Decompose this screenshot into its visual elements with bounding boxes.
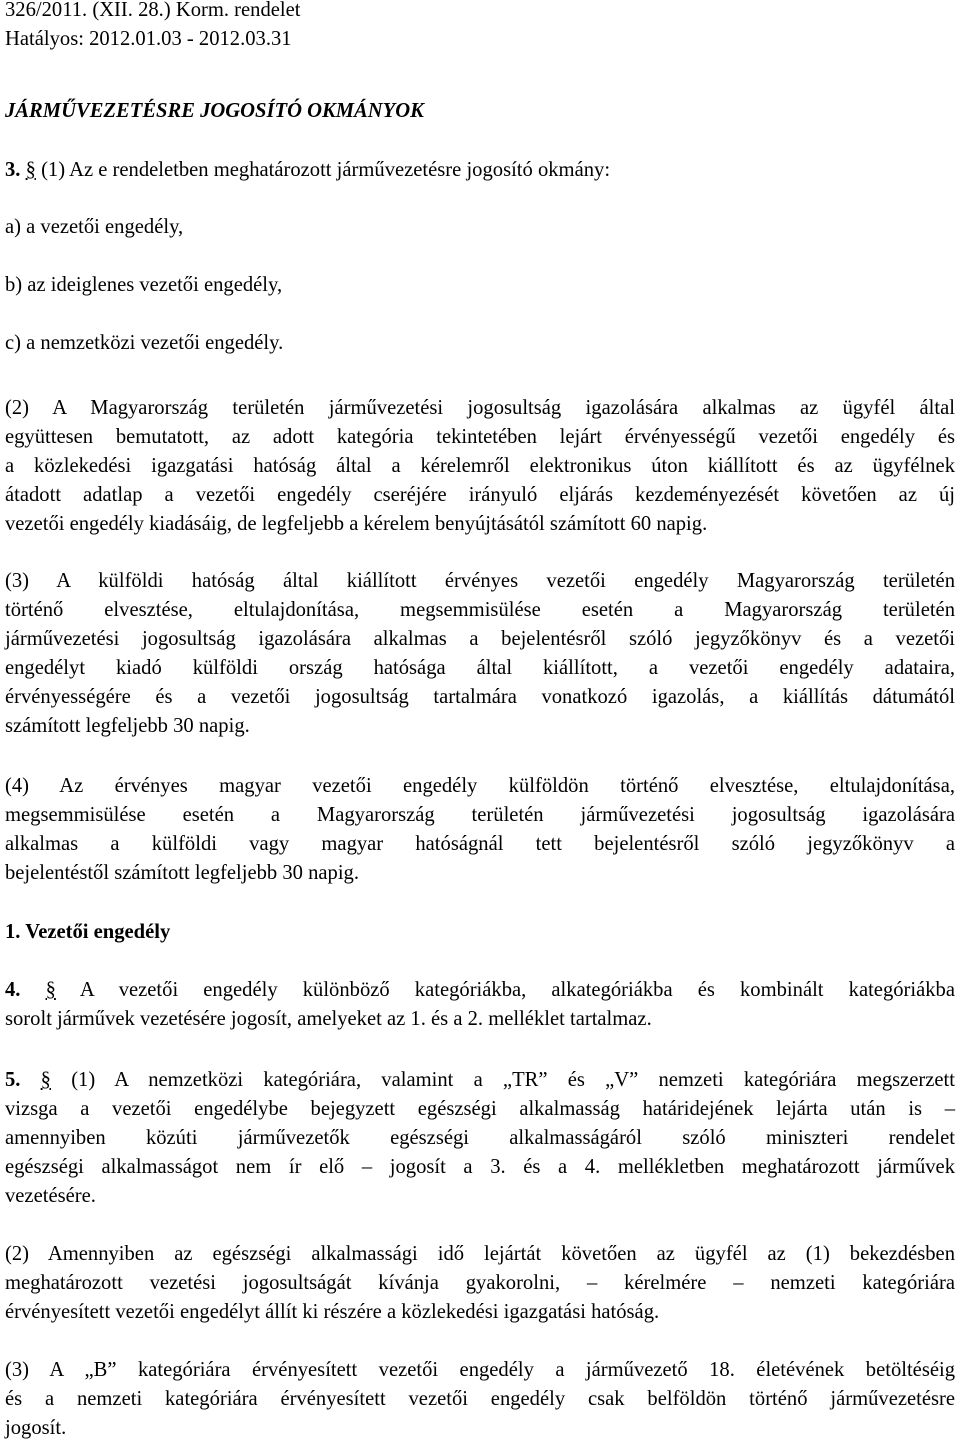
section-5-paragraph-3 bbox=[5, 1356, 955, 1443]
section-3-paragraph-3 bbox=[5, 567, 955, 741]
text-line: jogosít. bbox=[5, 1417, 67, 1439]
text-line: vezetésére. bbox=[5, 1185, 96, 1207]
list-item-b: b) az ideiglenes vezetői engedély, bbox=[5, 274, 283, 296]
text-line: engedélyt kiadó külföldi ország hatósága által kiállított, a vezetői engedély adataira, bbox=[5, 657, 955, 679]
text-line: amennyiben közúti járművezetők egészségi alkalmasságáról szóló miniszteri rendelet bbox=[5, 1127, 955, 1149]
section-4 bbox=[5, 976, 955, 1034]
section-3-paragraph-2 bbox=[5, 394, 955, 539]
text-line: a közlekedési igazgatási hatóság által a kérelemről elektronikus úton kiállított és az ügyfélnek bbox=[5, 455, 955, 477]
text-line: (2) A Magyarország területén járművezetési jogosultság igazolására alkalmas az ügyfél által bbox=[5, 397, 955, 419]
validity-period: Hatályos: 2012.01.03 - 2012.03.31 bbox=[5, 28, 292, 50]
text-line: érvényesített vezetői engedélyt állít ki részére a közlekedési igazgatási hatóság. bbox=[5, 1301, 660, 1323]
paragraph-text: A vezetői engedély különböző kategóriákba, alkategóriákba és kombinált kategóriákba bbox=[79, 979, 955, 1001]
section-number: 5. bbox=[5, 1069, 21, 1091]
section-number: 4. bbox=[5, 979, 21, 1001]
text-line: (3) A „B” kategóriára érvényesített vezetői engedély a járművezető 18. életévének betöltéséig bbox=[5, 1359, 955, 1381]
text-line: alkalmas a külföldi vagy magyar hatóságnál tett bejelentésről szóló jegyzőkönyv a bbox=[5, 833, 955, 855]
paragraph-text: (1) Az e rendeletben meghatározott járművezetésre jogosító okmány: bbox=[41, 159, 611, 181]
list-item-a: a) a vezetői engedély, bbox=[5, 216, 184, 238]
text-line: érvényességére és a vezetői jogosultság tartalmára vonatkozó igazolás, a kiállítás dátumától bbox=[5, 686, 955, 708]
text-line: (4) Az érvényes magyar vezetői engedély külföldön történő elvesztése, eltulajdonítása, bbox=[5, 775, 955, 797]
regulation-reference: 326/2011. (XII. 28.) Korm. rendelet bbox=[5, 0, 301, 21]
text-line: és a nemzeti kategóriára érvényesített vezetői engedély csak belföldön történő járművezetésre bbox=[5, 1388, 955, 1410]
section-3-paragraph-1 bbox=[5, 156, 610, 185]
text-line: meghatározott vezetési jogosultságát kívánja gyakorolni, – kérelmére – nemzeti kategóriára bbox=[5, 1272, 955, 1294]
text-line: (3) A külföldi hatóság által kiállított érvényes vezetői engedély Magyarország területén bbox=[5, 570, 955, 592]
text-line: egészségi alkalmasságot nem ír elő – jogosít a 3. és a 4. mellékletben meghatározott járművek bbox=[5, 1156, 955, 1178]
section-number: 3. bbox=[5, 159, 21, 181]
paragraph-text: (1) A nemzetközi kategóriára, valamint a „TR” és „V” nemzeti kategóriára megszerzett bbox=[71, 1069, 955, 1091]
section-3-paragraph-4 bbox=[5, 772, 955, 888]
section-heading: 1. Vezetői engedély bbox=[5, 921, 171, 943]
chapter-title: JÁRMŰVEZETÉSRE JOGOSÍTÓ OKMÁNYOK bbox=[5, 100, 424, 122]
text-line: bejelentéstől számított legfeljebb 30 napig. bbox=[5, 862, 359, 884]
paragraph-sign: § bbox=[25, 159, 36, 181]
text-line: számított legfeljebb 30 napig. bbox=[5, 715, 250, 737]
text-line: együttesen bemutatott, az adott kategória tekintetében lejárt érvényességű vezetői engedély és bbox=[5, 426, 955, 448]
text-line: járművezetési jogosultság igazolására alkalmas a bejelentésről szóló jegyzőkönyv és a vezetői bbox=[5, 628, 955, 650]
paragraph-sign: § bbox=[40, 1069, 51, 1091]
text-line: történő elvesztése, eltulajdonítása, megsemmisülése esetén a Magyarország területén bbox=[5, 599, 955, 621]
list-item-c: c) a nemzetközi vezetői engedély. bbox=[5, 332, 284, 354]
paragraph-sign: § bbox=[45, 979, 56, 1001]
section-5-paragraph-1 bbox=[5, 1066, 955, 1211]
text-line: sorolt járművek vezetésére jogosít, amelyeket az 1. és a 2. melléklet tartalmaz. bbox=[5, 1008, 652, 1030]
section-4-line-1 bbox=[5, 976, 955, 1005]
document-header bbox=[5, 0, 300, 54]
text-line: (2) Amennyiben az egészségi alkalmassági idő lejártát követően az ügyfél az (1) bekezdésben bbox=[5, 1243, 955, 1265]
text-line: megsemmisülése esetén a Magyarország területén járművezetési jogosultság igazolására bbox=[5, 804, 955, 826]
text-line: átadott adatlap a vezetői engedély cseréjére irányuló eljárás kezdeményezését követően az új bbox=[5, 484, 955, 506]
section-5-line-1 bbox=[5, 1066, 955, 1095]
text-line: vezetői engedély kiadásáig, de legfeljebb a kérelem benyújtásától számított 60 napig. bbox=[5, 513, 708, 535]
text-line: vizsga a vezetői engedélybe bejegyzett egészségi alkalmasság határidejének lejárta után is – bbox=[5, 1098, 955, 1120]
section-5-paragraph-2 bbox=[5, 1240, 955, 1327]
